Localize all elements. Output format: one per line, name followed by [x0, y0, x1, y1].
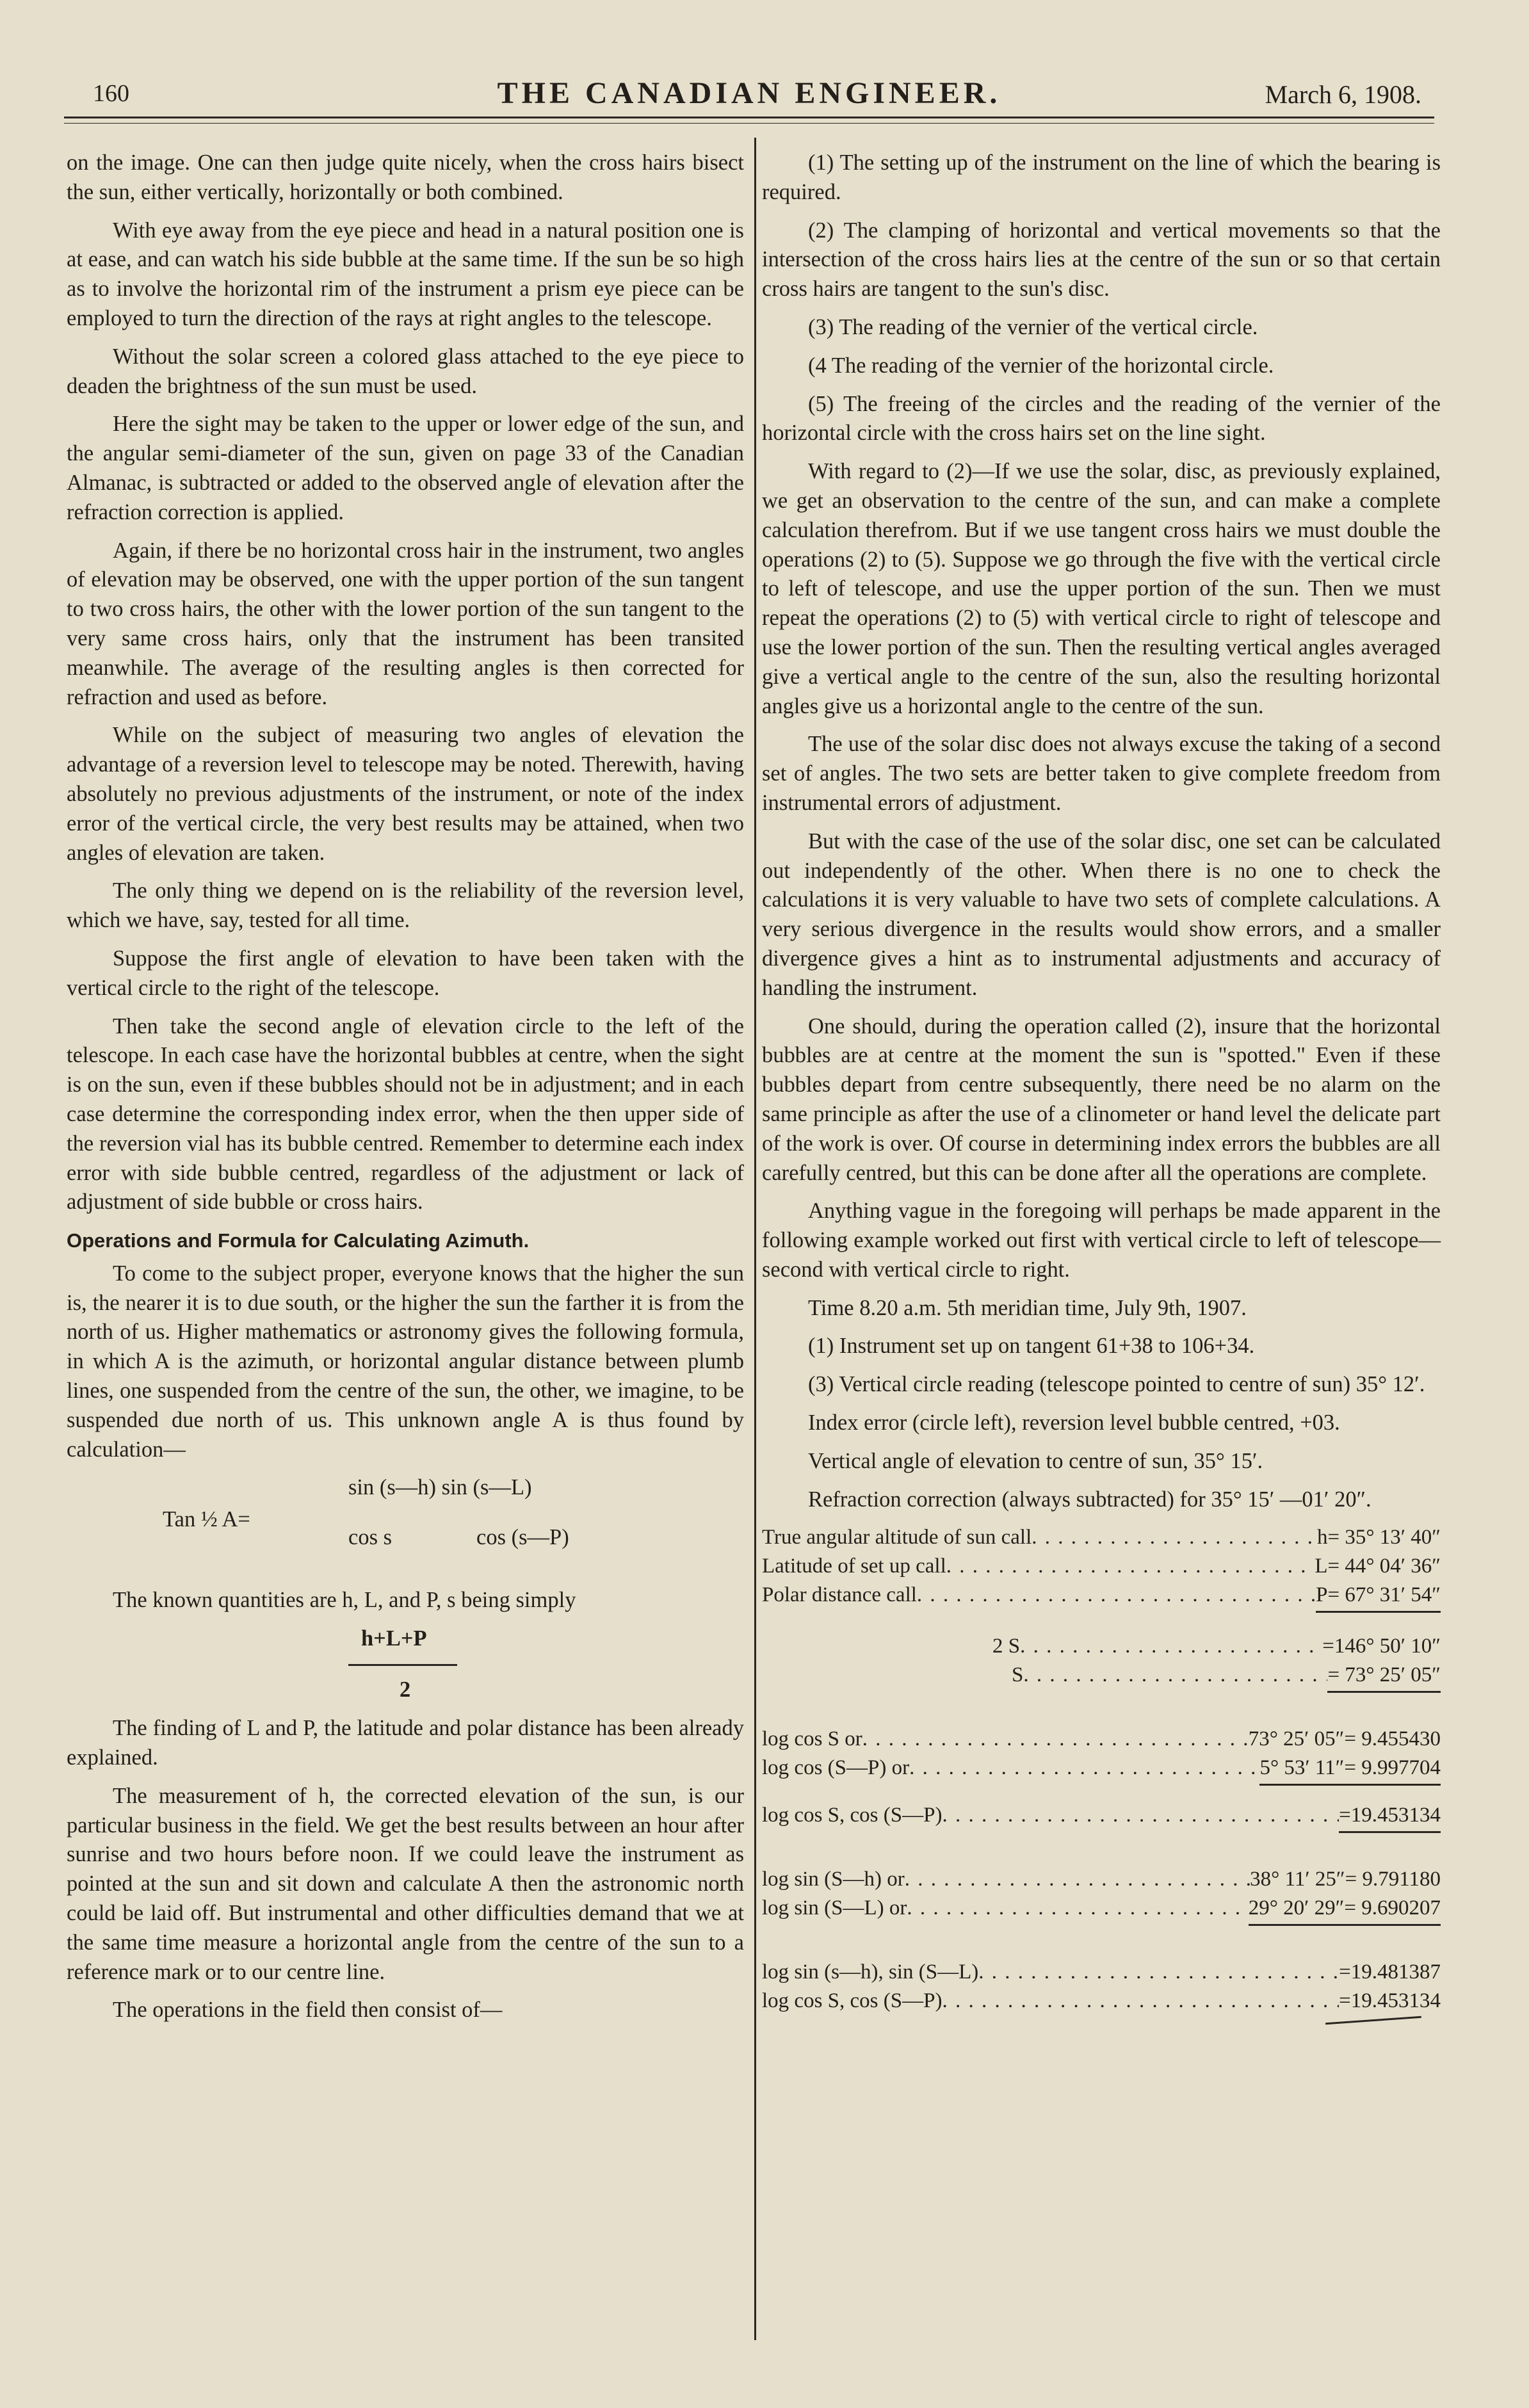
- calc-value: 5° 53′ 11″= 9.997704: [1259, 1754, 1441, 1786]
- calc-label: log cos (S—P) or: [762, 1756, 910, 1780]
- calc-label: log sin (S—L) or: [762, 1896, 907, 1920]
- formula-den-b: cos (s—P): [476, 1525, 569, 1550]
- calc-row: [762, 1661, 1441, 1693]
- operation-item: (2) The clamping of horizontal and vertical movements so that the intersection of the cross hairs lies at the centre of the sun or so that certain cross hairs are tangent to the sun's disc.: [762, 218, 1441, 302]
- calc-value: = 73° 25′ 05″: [1327, 1661, 1441, 1693]
- paragraph: The operations in the field then consist of—: [113, 1998, 503, 2023]
- paragraph: The use of the solar disc does not always excuse the taking of a second set of angles. The two sets are better taken to give complete freedom from instrumental errors of adjustment.: [762, 732, 1441, 815]
- calc-label: 2 S: [992, 1635, 1021, 1658]
- paragraph: While on the subject of measuring two angles of elevation the advantage of a reversion level to telescope may be noted. Therewith, having absolutely no previous adjustments of the instrument, or note of the index error of the vertical circle, the very best results may be attained, when two angles of elevation are taken.: [67, 723, 744, 865]
- paragraph: The measurement of h, the corrected elevation of the sun, is our particular business in the field. We get the best results between an hour after sunrise and two hours before noon. If we could leave the instrument as pointed at the sun and sit down and calculate A then the astronomic north could be laid off. But instrumental and other difficulties demand that we at the same time measure a horizontal angle from the centre of the sun to a reference mark or to our centre line.: [67, 1783, 744, 1984]
- calc-value: =19.453134: [1339, 1989, 1441, 2013]
- calc-row: [762, 1581, 1441, 1613]
- paragraph: With regard to (2)—If we use the solar, disc, as previously explained, we get an observation to the centre of the sun, and can make a complete calculation therefrom. But if we use tangent cross hairs we must double the operations (2) to (5). Suppose we go through the five with the vertical circle to left of telescope, and use the upper portion of the sun. Then we must repeat the operations (2) to (5) with vertical circle to right of telescope and use the lower portion of the sun. Then the resulting vertical angles averaged give a vertical angle to the centre of the sun, also the resulting horizontal angles give us a horizontal angle to the centre of the sun.: [762, 459, 1441, 718]
- calc-label: S: [1012, 1663, 1024, 1687]
- calc-label: log cos S or: [762, 1727, 862, 1751]
- masthead-title: THE CANADIAN ENGINEER.: [497, 76, 1001, 110]
- paragraph: (3) Vertical circle reading (telescope pointed to centre of sun) 35° 12′.: [808, 1372, 1425, 1397]
- paragraph: The known quantities are h, L, and P, s being simply: [113, 1588, 576, 1613]
- paragraph: Here the sight may be taken to the upper or lower edge of the sun, and the angular semi-diameter of the sun, given on page 33 of the Canadian Almanac, is subtracted or added to the observed angle of elevation after the refraction correction is applied.: [67, 412, 744, 524]
- header-rule: [64, 117, 1434, 118]
- calc-label: True angular altitude of sun call: [762, 1526, 1032, 1549]
- calc-value: h= 35° 13′ 40″: [1316, 1526, 1441, 1549]
- calc-label: log cos S, cos (S—P): [762, 1804, 942, 1827]
- paragraph: One should, during the operation called (2), insure that the horizontal bubbles are at centre at the moment the sun is "spotted." Even if these bubbles depart from centre subsequently, there need be no alarm on the same principle as after the use of a clinometer or hand level the delicate part of the work is over. Of course in determining index errors the bubbles are all carefully centred, but this can be done after all the operations are complete.: [762, 1014, 1441, 1185]
- s-formula: [67, 1624, 744, 1708]
- page-header: [64, 76, 1434, 114]
- paragraph: Anything vague in the foregoing will perhaps be made apparent in the following example worked out first with vertical circle to left of telescope—second with vertical circle to right.: [762, 1199, 1441, 1282]
- operation-item: (1) The setting up of the instrument on the line of which the bearing is required.: [762, 150, 1441, 204]
- paragraph: The only thing we depend on is the reliability of the reversion level, which we have, say, tested for all time.: [67, 878, 744, 933]
- operation-item: (5) The freeing of the circles and the reading of the vernier of the horizontal circle with the cross hairs set on the line sight.: [762, 391, 1441, 446]
- paragraph: The finding of L and P, the latitude and polar distance has been already explained.: [67, 1716, 744, 1770]
- paragraph: on the image. One can then judge quite nicely, when the cross hairs bisect the sun, either vertically, horizontally or both combined.: [67, 150, 744, 204]
- paragraph: Without the solar screen a colored glass attached to the eye piece to deaden the brightness of the sun must be used.: [67, 344, 744, 398]
- calc-label: log cos S, cos (S—P): [762, 1989, 942, 2013]
- operation-item: (4 The reading of the vernier of the horizontal circle.: [808, 353, 1274, 378]
- calc-value: 29° 20′ 29″= 9.690207: [1249, 1894, 1441, 1926]
- s-formula-denominator: 2: [400, 1677, 411, 1702]
- calc-value: L= 44° 04′ 36″: [1315, 1555, 1441, 1578]
- calc-row: [762, 1894, 1441, 1926]
- paragraph: Suppose the first angle of elevation to have been taken with the vertical circle to the right of the telescope.: [67, 946, 744, 1000]
- page-number: 160: [93, 80, 129, 107]
- paragraph: With eye away from the eye piece and head in a natural position one is at ease, and can watch his side bubble at the same time. If the sun be so high as to involve the horizontal rim of the instrument a prism eye piece can be employed to turn the direction of the rays at right angles to the telescope.: [67, 218, 744, 330]
- calc-row: [762, 1552, 1441, 1581]
- paragraph: To come to the subject proper, everyone knows that the higher the sun is, the nearer it is to due south, or the higher the sun the farther it is from the north of us. Higher mathematics or astronomy gives the following formula, in which A is the azimuth, or horizontal angular distance between plumb lines, one suspended from the centre of the sun, the other, we imagine, to be suspended due north of us. This unknown angle A is thus found by calculation—: [67, 1261, 744, 1462]
- header-rule-thin: [64, 123, 1434, 124]
- calc-value: 38° 11′ 25″= 9.791180: [1250, 1868, 1441, 1891]
- operation-item: (3) The reading of the vernier of the vertical circle.: [808, 314, 1258, 339]
- calc-label: Latitude of set up call: [762, 1555, 946, 1578]
- calc-label: Polar distance call: [762, 1583, 917, 1607]
- calc-row: [762, 1523, 1441, 1552]
- calc-row: [762, 1632, 1441, 1661]
- issue-date: March 6, 1908.: [1265, 80, 1421, 109]
- column-divider: [754, 138, 756, 2340]
- formula-denominator: [348, 1523, 604, 1553]
- calc-label: log sin (S—h) or: [762, 1868, 905, 1891]
- calc-value: =19.481387: [1339, 1960, 1441, 1984]
- formula-lhs: Tan ½ A=: [163, 1507, 250, 1532]
- azimuth-formula: [67, 1473, 744, 1576]
- paragraph: Index error (circle left), reversion level bubble centred, +03.: [808, 1410, 1340, 1435]
- calc-row: [762, 1801, 1441, 1833]
- calc-row: [762, 1754, 1441, 1786]
- right-column: [762, 149, 1441, 2021]
- azimuth-calculation: [762, 1523, 1441, 2021]
- calc-row: [762, 1725, 1441, 1754]
- calc-value: P= 67° 31′ 54″: [1316, 1581, 1441, 1613]
- paragraph: Then take the second angle of elevation circle to the left of the telescope. In each case have the horizontal bubbles at centre, when the sight is on the sun, even if these bubbles should not be in adjustment; and in each case determine the corresponding index error, when the then upper side of the reversion vial has its bubble centred. Remember to determine each index error with side bubble centred, regardless of the adjustment or lack of adjustment of side bubble or cross hairs.: [67, 1014, 744, 1215]
- formula-numerator: sin (s—h) sin (s—L): [348, 1475, 532, 1500]
- calc-label: log sin (s—h), sin (S—L): [762, 1960, 979, 1984]
- calc-row: [762, 1865, 1441, 1894]
- paragraph: (1) Instrument set up on tangent 61+38 to 106+34.: [808, 1334, 1255, 1359]
- fraction-bar: [348, 1664, 457, 1666]
- calc-value: =146° 50′ 10″: [1322, 1635, 1441, 1658]
- calc-value: 73° 25′ 05″= 9.455430: [1248, 1727, 1441, 1751]
- paragraph: Again, if there be no horizontal cross hair in the instrument, two angles of elevation may be observed, one with the upper portion of the sun tangent to two cross hairs, the other with the lower portion of the sun tangent to the very same cross hairs, only that the instrument has been transited meanwhile. The average of the resulting angles is then corrected for refraction and used as before.: [67, 538, 744, 709]
- calc-row: [762, 1987, 1441, 2016]
- formula-den-a: cos s: [348, 1525, 392, 1550]
- left-column: [67, 149, 744, 2034]
- paragraph: Vertical angle of elevation to centre of sun, 35° 15′.: [808, 1448, 1263, 1473]
- paragraph: Time 8.20 a.m. 5th meridian time, July 9th, 1907.: [808, 1295, 1247, 1320]
- s-formula-numerator: h+L+P: [361, 1626, 427, 1651]
- calc-end-rule: [1325, 2016, 1421, 2024]
- section-heading: Operations and Formula for Calculating Azimuth.: [67, 1229, 530, 1252]
- calc-row: [762, 1958, 1441, 1987]
- paragraph: Refraction correction (always subtracted) for 35° 15′ —01′ 20″.: [808, 1487, 1371, 1512]
- calc-value: =19.453134: [1339, 1801, 1441, 1833]
- paragraph: But with the case of the use of the solar disc, one set can be calculated out independently of the other. When there is no one to check the calculations it is very valuable to have two sets of complete calculations. A very serious divergence in the results would show errors, and a smaller divergence gives a hint as to instrumental adjustments and accuracy of handling the instrument.: [762, 828, 1441, 1000]
